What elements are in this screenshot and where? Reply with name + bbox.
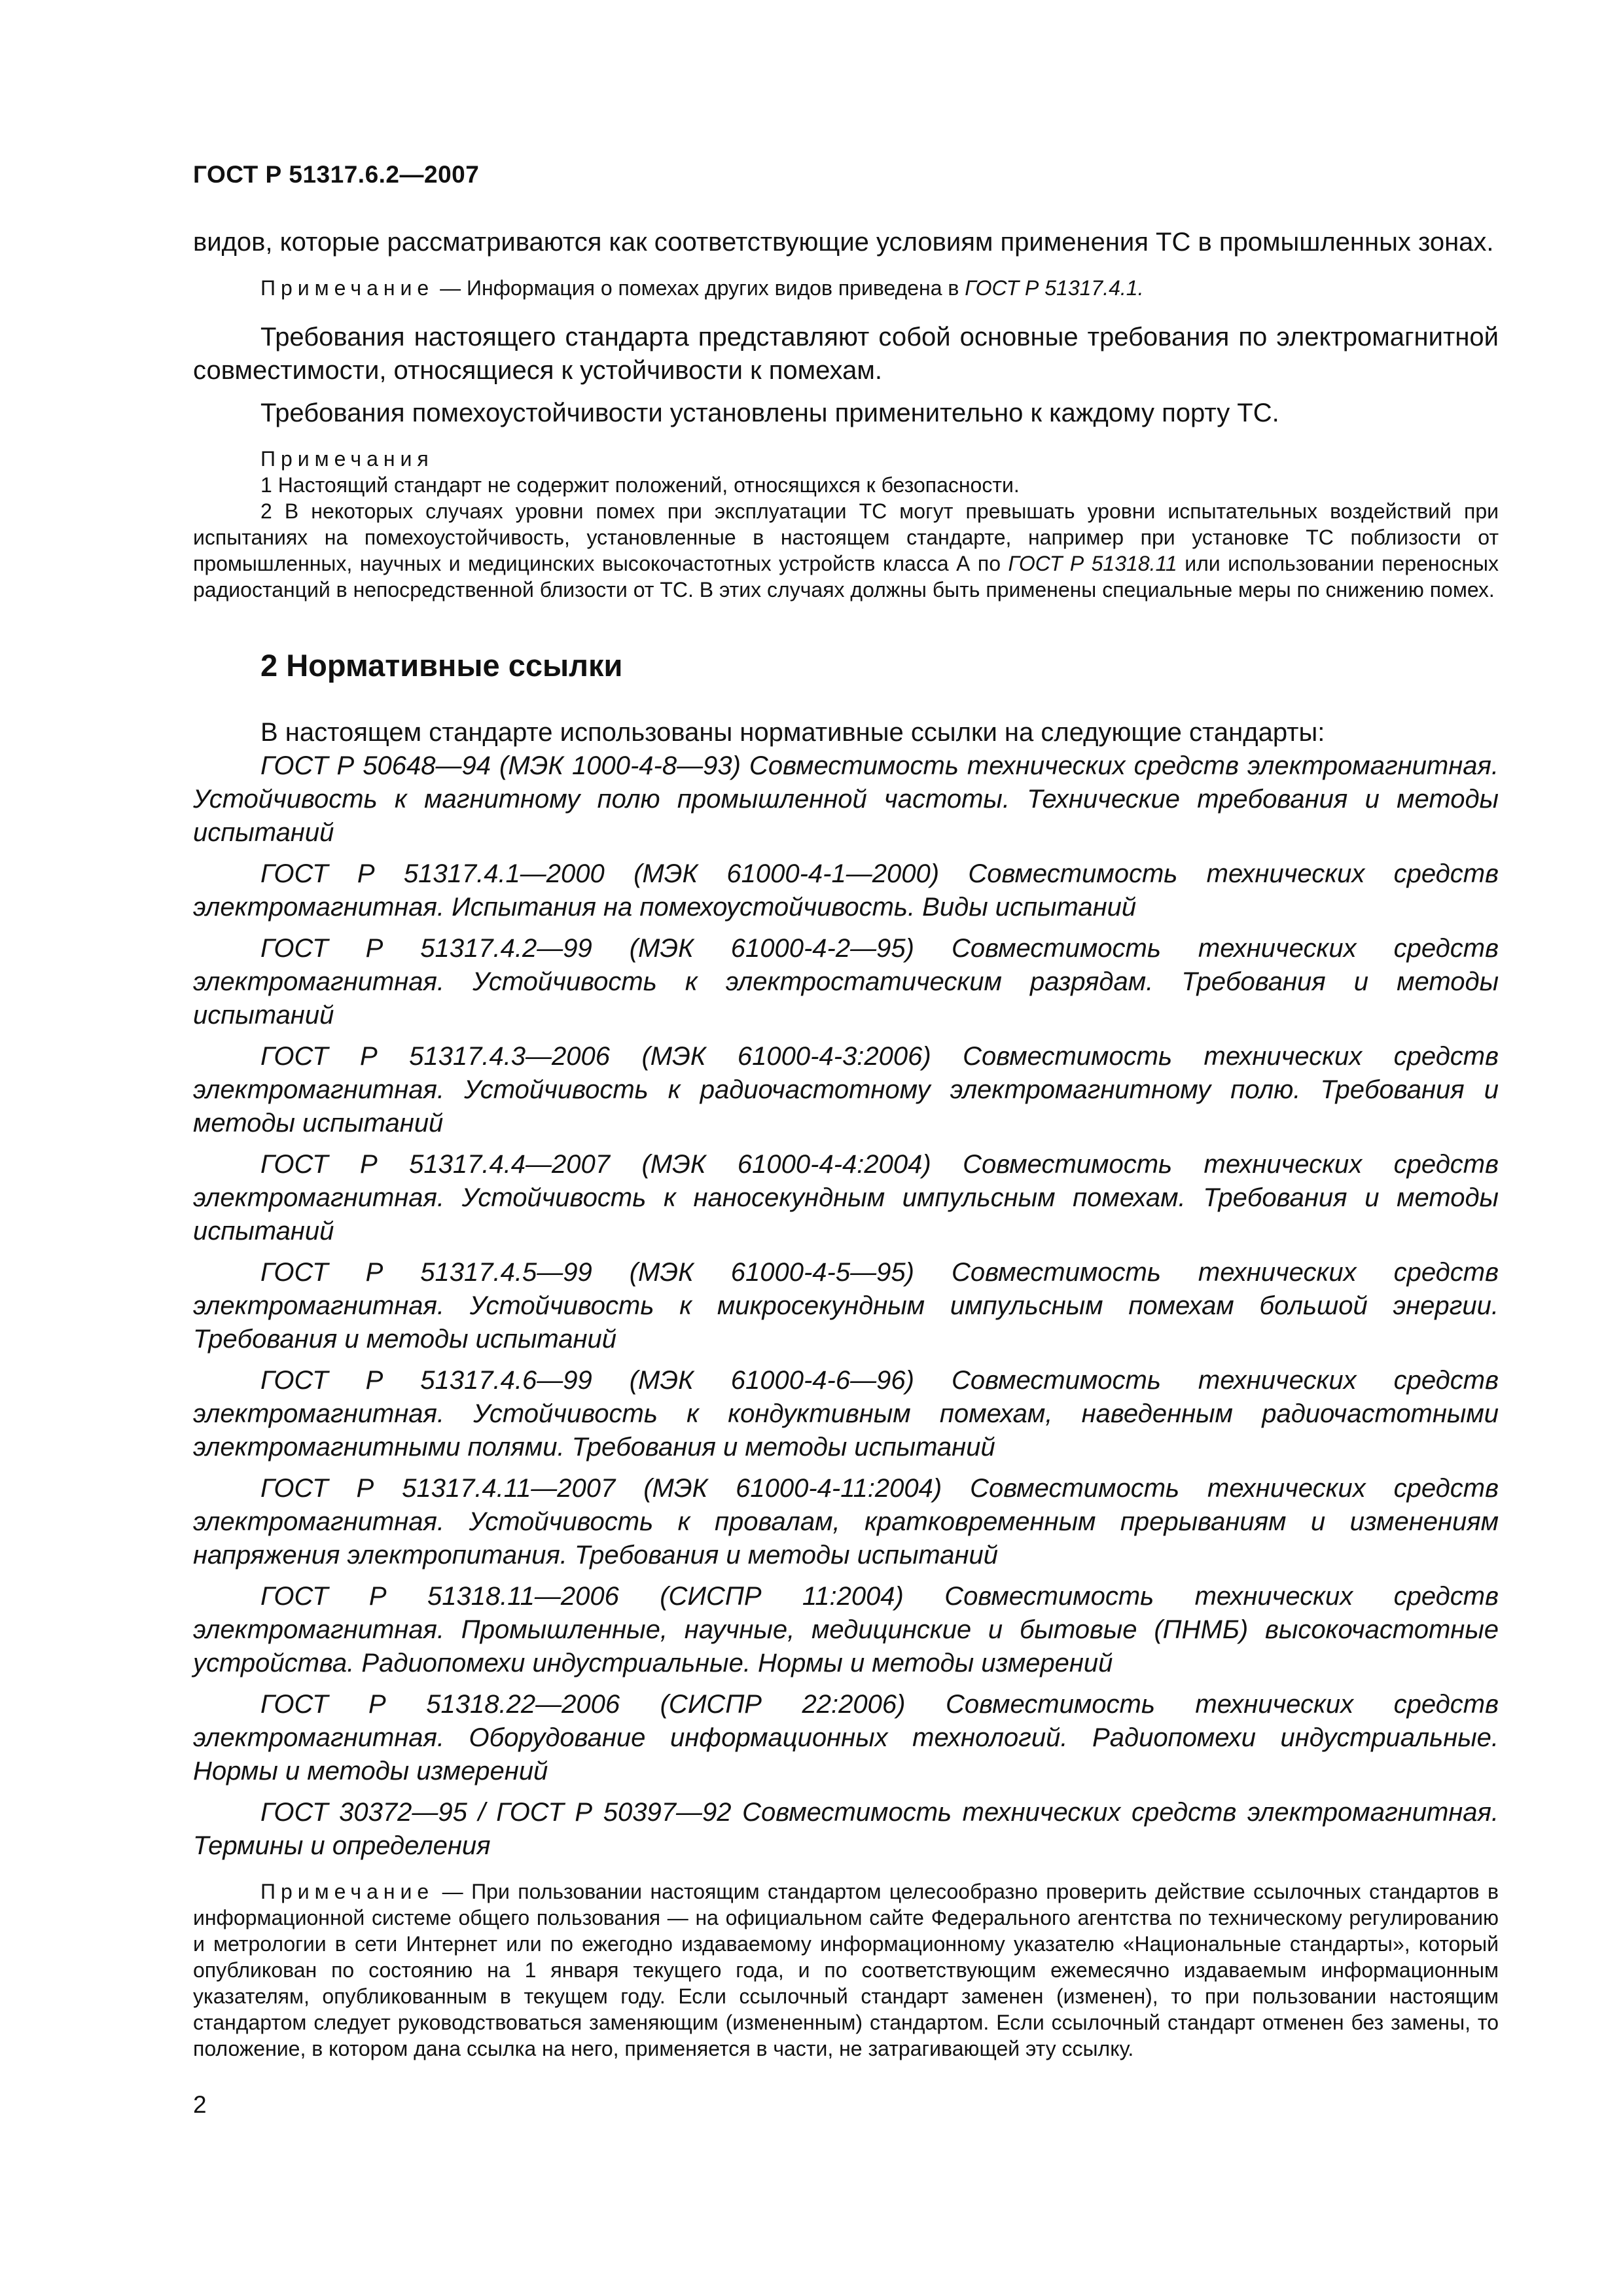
note-item-2 bbox=[193, 498, 1499, 603]
reference-item: ГОСТ Р 50648—94 (МЭК 1000-4-8—93) Совместимость технических средств электромагнитная. Устойчивость к магнитному полю промышленной частоты. Технические требования и методы испытаний bbox=[193, 751, 1499, 847]
reference-item: ГОСТ Р 51317.4.4—2007 (МЭК 61000-4-4:2004) Совместимость технических средств электромагнитная. Устойчивость к наносекундным импульсным помехам. Требования и методы испытаний bbox=[193, 1150, 1499, 1246]
reference-item: ГОСТ Р 51317.4.5—99 (МЭК 61000-4-5—95) Совместимость технических средств электромагнитная. Устойчивость к микросекундным импульсным помехам большой энергии. Требования и методы испытаний bbox=[193, 1258, 1499, 1354]
reference-item: ГОСТ Р 51317.4.3—2006 (МЭК 61000-4-3:2006) Совместимость технических средств электромагнитная. Устойчивость к радиочастотному электромагнитному полю. Требования и методы испытаний bbox=[193, 1042, 1499, 1138]
reference-item: ГОСТ Р 51318.22—2006 (СИСПР 22:2006) Совместимость технических средств электромагнитная. Оборудование информационных технологий. Радиопомехи индустриальные. Нормы и методы измерений bbox=[193, 1690, 1499, 1785]
reference-item: ГОСТ Р 51317.4.1—2000 (МЭК 61000-4-1—2000) Совместимость технических средств электромагнитная. Испытания на помехоустойчивость. Виды испытаний bbox=[193, 859, 1499, 922]
note-item-2-text-end: или использовании переносных радиостанций в непосредственной близости от ТС. В этих случаях должны быть применены специальные меры по снижению помех. bbox=[193, 552, 1499, 601]
reference-item: ГОСТ Р 51317.4.2—99 (МЭК 61000-4-2—95) Совместимость технических средств электромагнитная. Устойчивость к электростатическим разрядам. Требования и методы испытаний bbox=[193, 934, 1499, 1030]
note-item-2-reference: ГОСТ Р 51318.11 bbox=[1008, 552, 1177, 575]
reference-item: ГОСТ Р 51317.4.11—2007 (МЭК 61000-4-11:2004) Совместимость технических средств электромагнитная. Устойчивость к провалам, кратковременным прерываниям и изменениям напряжения электропитания. Требования и методы испытаний bbox=[193, 1474, 1499, 1570]
page-number: 2 bbox=[193, 2091, 207, 2118]
section-note-label: Примечание bbox=[260, 1880, 435, 1903]
section-title: 2 Нормативные ссылки bbox=[260, 648, 623, 683]
reference-item: ГОСТ Р 51317.4.6—99 (МЭК 61000-4-6—96) Совместимость технических средств электромагнитная. Устойчивость к кондуктивным помехам, наведенным радиочастотными электромагнитными полями. Требования и методы испытаний bbox=[193, 1366, 1499, 1462]
section-note bbox=[193, 1878, 1499, 2062]
immunity-paragraph: Требования помехоустойчивости установлены применительно к каждому порту ТС. bbox=[260, 399, 1279, 427]
document-header: ГОСТ Р 51317.6.2—2007 bbox=[193, 161, 480, 188]
note-item-2-text: 2 В некоторых случаях уровни помех при эксплуатации ТС могут превышать уровни испытательных воздействий при испытаниях на помехоустойчивость, установленные в настоящем стандарте, например при установке ТС поблизости от промышленных, научных и медицинских высокочастотных устройств класса А по bbox=[193, 499, 1499, 575]
note-text: — Информация о помехах других видов приведена в bbox=[434, 276, 965, 300]
section-lead: В настоящем стандарте использованы нормативные ссылки на следующие стандарты: bbox=[260, 718, 1325, 747]
continuation-paragraph: видов, которые рассматриваются как соответствующие условиям применения ТС в промышленных зонах. bbox=[193, 228, 1494, 257]
note-label: Примечание bbox=[260, 276, 435, 300]
note-item-1: 1 Настоящий стандарт не содержит положений, относящихся к безопасности. bbox=[260, 473, 1020, 497]
section-note-text: — При пользовании настоящим стандартом целесообразно проверить действие ссылочных стандартов в информационной системе общего пользования — на официальном сайте Федерального агентства по техническому регулированию и метрологии в сети Интернет или по ежегодно издаваемому информационному указателю «Национальные стандарты», который опубликован по состоянию на 1 января текущего года, и по соответствующим ежемесячно издаваемым информационным указателям, опубликованным в текущем году. Если ссылочный стандарт заменен (изменен), то при пользовании настоящим стандартом следует руководствоваться заменяющим (измененным) стандартом. Если ссылочный стандарт отменен без замены, то положение, в котором дана ссылка на него, применяется в части, не затрагивающей эту ссылку. bbox=[193, 1880, 1499, 2060]
note-information bbox=[193, 275, 1499, 301]
notes-label: Примечания bbox=[260, 447, 434, 471]
reference-item: ГОСТ Р 51318.11—2006 (СИСПР 11:2004) Совместимость технических средств электромагнитная. Промышленные, научные, медицинские и бытовые (ПНМБ) высокочастотные устройства. Радиопомехи индустриальные. Нормы и методы измерений bbox=[193, 1582, 1499, 1677]
note-reference: ГОСТ Р 51317.4.1. bbox=[965, 276, 1144, 300]
page-content bbox=[193, 226, 1499, 2062]
requirements-paragraph: Требования настоящего стандарта представляют собой основные требования по электромагнитной совместимости, относящиеся к устойчивости к помехам. bbox=[193, 323, 1499, 385]
reference-item: ГОСТ 30372—95 / ГОСТ Р 50397—92 Совместимость технических средств электромагнитная. Термины и определения bbox=[193, 1798, 1499, 1860]
